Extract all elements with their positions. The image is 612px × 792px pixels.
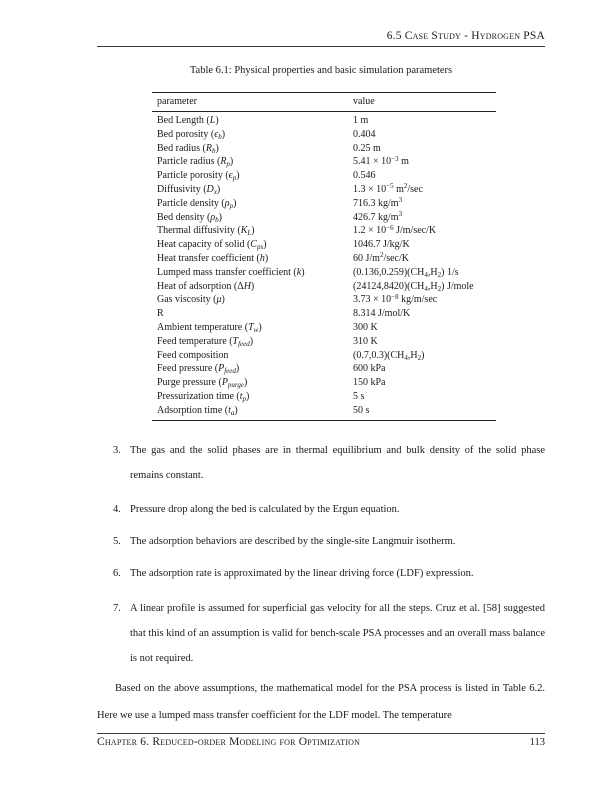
value-cell: 0.404 xyxy=(353,128,376,140)
param-cell: Ambient temperature $(T_w)$ xyxy=(157,321,262,334)
table-row xyxy=(152,183,496,197)
table-row xyxy=(152,349,496,363)
value-cell: 0.546 xyxy=(353,170,376,182)
param-cell: Thermal diffusivity $(K_L)$ xyxy=(157,225,255,238)
table-row xyxy=(152,128,496,142)
param-cell: Gas viscosity (μ) xyxy=(157,294,225,306)
item-number: 3. xyxy=(113,445,121,456)
table-row xyxy=(152,266,496,280)
value-cell: 1 m xyxy=(353,115,369,126)
value-cell: 0.25 m xyxy=(353,142,381,154)
parameters-table xyxy=(152,92,496,421)
param-cell: Particle density $(\rho_p)$ xyxy=(157,197,237,210)
value-cell: 50 s xyxy=(353,404,370,416)
table-row xyxy=(152,155,496,169)
list-item xyxy=(97,561,545,586)
table-row xyxy=(152,335,496,349)
param-cell: Feed pressure $(P_{feed})$ xyxy=(157,363,240,376)
table-row xyxy=(152,321,496,335)
footer-rule xyxy=(97,733,545,734)
param-cell: Diffusivity $(D_x)$ xyxy=(157,183,221,196)
value-cell: 1046.7 J/kg/K xyxy=(353,239,410,251)
item-number: 6. xyxy=(113,568,121,579)
item-number: 4. xyxy=(113,504,121,515)
value-cell: 60 $J/m^2/\sec/K$ xyxy=(353,251,409,264)
table-row xyxy=(152,169,496,183)
closing-paragraph: Based on the above assumptions, the mathematical model for the PSA process is listed in Table 6.2. Here we use a lumped mass transfer coefficient for the LDF model. The temperature xyxy=(97,683,545,721)
param-cell: Bed Length (L) xyxy=(157,115,219,126)
item-text: A linear profile is assumed for superficial gas velocity for all the steps. Cruz et al. [58] suggested that this kind of an assumption is valid for bench-scale PSA processes and an overall mass balance is not required. xyxy=(130,603,545,664)
value-cell: $3.73 \times 10^{-8}$ kg/m/sec xyxy=(353,292,438,306)
param-cell: Heat of adsorption (ΔH) xyxy=(157,280,255,292)
item-text: The adsorption behaviors are described by the single-site Langmuir isotherm. xyxy=(130,536,456,547)
list-item xyxy=(97,438,545,488)
item-text: The gas and the solid phases are in thermal equilibrium and bulk density of the solid phase remains constant. xyxy=(130,445,545,481)
param-cell: Bed density $(\rho_b)$ xyxy=(157,211,222,224)
value-cell: $1.2 \times 10^{-6}$ J/m/sec/K xyxy=(353,223,437,237)
table-row xyxy=(152,376,496,390)
param-cell: Lumped mass transfer coefficient (k) xyxy=(157,266,305,278)
param-cell: Bed porosity $(\epsilon_b)$ xyxy=(157,128,226,141)
param-cell: Feed temperature $(T_{feed})$ xyxy=(157,335,254,348)
list-item xyxy=(97,529,545,554)
table-row xyxy=(152,112,496,128)
value-cell: $5.41 \times 10^{-3}$ m xyxy=(353,154,409,168)
footer-page-number: 113 xyxy=(529,737,545,748)
value-cell: $(24124,8420)(CH_4,H_2)$ J/mole xyxy=(353,280,474,293)
param-cell: Pressurization time $(t_p)$ xyxy=(157,390,250,403)
table-row xyxy=(152,280,496,294)
body-text-block xyxy=(97,438,545,729)
param-cell: Feed composition xyxy=(157,349,229,361)
value-cell: 716.3 $kg/m^3$ xyxy=(353,196,403,209)
value-cell: 150 kPa xyxy=(353,377,386,389)
item-text: The adsorption rate is approximated by the linear driving force (LDF) expression. xyxy=(130,568,474,579)
table-row xyxy=(152,238,496,252)
table-row xyxy=(152,197,496,211)
table-row xyxy=(152,307,496,321)
value-cell: $(0.136,0.259)(CH_4,H_2)$ 1/s xyxy=(353,266,459,279)
table-row xyxy=(152,404,496,420)
param-cell: Heat capacity of solid $(C_{ps})$ xyxy=(157,239,267,252)
value-cell: 5 s xyxy=(353,390,365,402)
table-caption: Table 6.1: Physical properties and basic simulation parameters xyxy=(189,65,453,76)
value-cell: $(0.7,0.3)(CH_4,H_2)$ xyxy=(353,349,425,362)
table-row xyxy=(152,390,496,404)
table-row xyxy=(152,211,496,225)
running-footer xyxy=(97,736,545,748)
param-cell: Particle porosity $(\epsilon_p)$ xyxy=(157,170,240,183)
table-row xyxy=(152,142,496,156)
footer-chapter-title: Chapter 6. Reduced-order Modeling for Optimization xyxy=(97,736,361,748)
table-header-row xyxy=(152,93,496,112)
item-number: 7. xyxy=(113,603,121,614)
value-cell: 426.7 $kg/m^3$ xyxy=(353,210,403,223)
running-header: 6.5 Case Study - Hydrogen PSA xyxy=(386,30,545,42)
param-cell: Adsorption time $(t_a)$ xyxy=(157,404,238,417)
table-row xyxy=(152,362,496,376)
col-header-parameter: parameter xyxy=(152,93,348,112)
table-row xyxy=(152,293,496,307)
param-cell: Purge pressure $(P_{purge})$ xyxy=(157,377,248,390)
param-cell: Heat transfer coefficient (h) xyxy=(157,252,269,264)
header-rule xyxy=(97,46,545,47)
value-cell: 300 K xyxy=(353,321,378,333)
param-cell: R xyxy=(157,308,164,320)
param-cell: Particle radius $(R_p)$ xyxy=(157,156,234,169)
col-header-value: value xyxy=(348,93,496,112)
item-number: 5. xyxy=(113,536,121,547)
list-item xyxy=(97,596,545,671)
table-row xyxy=(152,224,496,238)
item-text: Pressure drop along the bed is calculated by the Ergun equation. xyxy=(130,504,400,515)
param-cell: Bed radius $(R_b)$ xyxy=(157,142,219,155)
list-item xyxy=(97,497,545,522)
value-cell: 310 K xyxy=(353,335,378,347)
value-cell: 8.314 J/mol/K xyxy=(353,308,411,320)
value-cell: $1.3 \times 10^{-5}$ $m^2/\sec$ xyxy=(353,182,423,195)
table-row xyxy=(152,252,496,266)
value-cell: 600 kPa xyxy=(353,363,386,375)
